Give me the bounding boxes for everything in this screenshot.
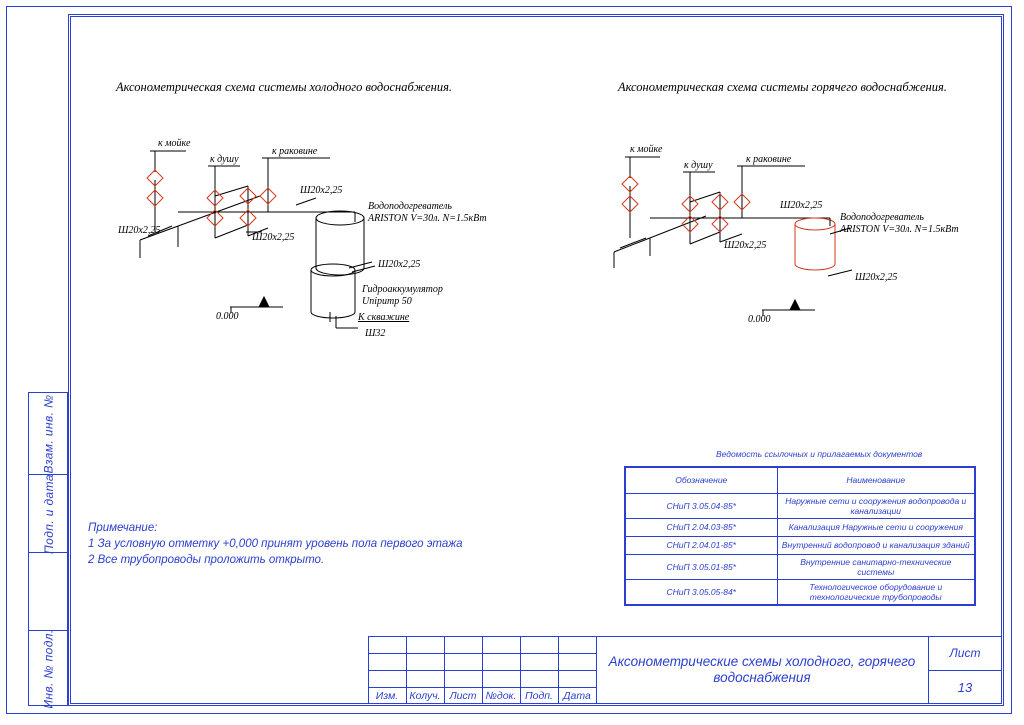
- cold-label-pipe-1: Ш20x2,25: [118, 225, 161, 236]
- cold-label-pipe-3: Ш20x2,25: [300, 185, 343, 196]
- hot-scheme-title: Аксонометрическая схема системы горячего водоснабжения.: [618, 80, 947, 94]
- table-row: [625, 493, 975, 518]
- hot-label-heater-line-2: ARISTON V=30л. N=1.5кВт: [840, 224, 959, 235]
- hot-label-pipe-3: Ш20x2,25: [855, 272, 898, 283]
- doc-name: Внутренний водопровод и канализация зданий: [777, 536, 975, 554]
- table-row: [625, 536, 975, 554]
- hot-label-level: 0.000: [748, 314, 771, 325]
- doc-name: Канализация Наружные сети и сооружения: [777, 518, 975, 536]
- notes-title: Примечание:: [88, 522, 158, 534]
- cold-label-washbasin: к раковине: [272, 146, 318, 157]
- hot-label-heater-line-1: Водоподогреватель: [840, 212, 924, 223]
- hot-label-washbasin: к раковине: [746, 154, 792, 165]
- doc-code: СНиП 3.05.04-85*: [625, 493, 777, 518]
- title-block-col-list: Лист: [449, 690, 477, 702]
- doc-code: СНиП 3.05.01-85*: [625, 554, 777, 579]
- doc-code: СНиП 2.04.01-85*: [625, 536, 777, 554]
- table-header-row: [625, 467, 975, 493]
- doc-name: Технологическое оборудование и технологические трубопроводы: [777, 579, 975, 605]
- cold-label-shower: к душу: [210, 154, 239, 165]
- cold-label-well-line-2: Ш32: [365, 328, 386, 339]
- hot-label-shower: к душу: [684, 160, 713, 171]
- hot-label-pipe-2: Ш20x2,25: [724, 240, 767, 251]
- hot-label-pipe-1: Ш20x2,25: [780, 200, 823, 211]
- cold-label-pipe-2: Ш20x2,25: [252, 232, 295, 243]
- cold-label-heater-line-2: ARISTON V=30л. N=1.5кВт: [368, 213, 487, 224]
- title-block-col-ndok: №док.: [485, 690, 517, 702]
- title-block-main-title: Аксонометрические схемы холодного, горячего водоснабжения: [608, 654, 916, 685]
- cold-label-sink: к мойке: [158, 138, 191, 149]
- title-block-col-izm: Изм.: [375, 690, 399, 702]
- title-block-col-data: Дата: [563, 690, 591, 702]
- reference-documents-table: [624, 466, 976, 606]
- doc-name: Наружные сети и сооружения водопровода и канализации: [777, 493, 975, 518]
- left-stamp-label-podp: Подп. и дата: [42, 473, 56, 554]
- table-row: [625, 579, 975, 605]
- table-row: [625, 554, 975, 579]
- cold-label-well-line-1: К скважине: [358, 312, 410, 323]
- cold-scheme-title: Аксонометрическая схема системы холодного водоснабжения.: [116, 80, 452, 94]
- left-stamp-label-vzam: Взам. инв. №: [42, 393, 56, 474]
- title-block-col-kol: Колуч.: [409, 690, 441, 702]
- table-header-designation: Обозначение: [625, 467, 777, 493]
- table-header-name: Наименование: [777, 467, 975, 493]
- cold-label-pipe-4: Ш20x2,25: [378, 259, 421, 270]
- cold-label-accumulator-line-2: Unipump 50: [362, 296, 412, 307]
- title-block: [368, 636, 1002, 704]
- table-row: [625, 518, 975, 536]
- cold-label-heater-line-1: Водоподогреватель: [368, 201, 452, 212]
- notes-line-1: 1 За условную отметку +0,000 принят уровень пола первого этажа: [88, 538, 463, 550]
- doc-table-caption: Ведомость ссылочных и прилагаемых документов: [716, 449, 923, 459]
- left-stamp-label-inv: Инв. № подл.: [42, 629, 57, 709]
- doc-name: Внутренние санитарно-технические системы: [777, 554, 975, 579]
- title-block-sheet-label: Лист: [949, 646, 981, 660]
- doc-code: СНиП 3.05.05-84*: [625, 579, 777, 605]
- cold-label-level: 0.000: [216, 311, 239, 322]
- title-block-col-podp: Подп.: [525, 690, 553, 702]
- cold-label-accumulator-line-1: Гидроаккумулятор: [362, 284, 443, 295]
- notes-block: [88, 520, 463, 568]
- title-block-sheet-number: 13: [957, 679, 973, 695]
- hot-label-sink: к мойке: [630, 144, 663, 155]
- doc-code: СНиП 2.04.03-85*: [625, 518, 777, 536]
- notes-line-2: 2 Все трубопроводы проложить открыто.: [88, 554, 325, 566]
